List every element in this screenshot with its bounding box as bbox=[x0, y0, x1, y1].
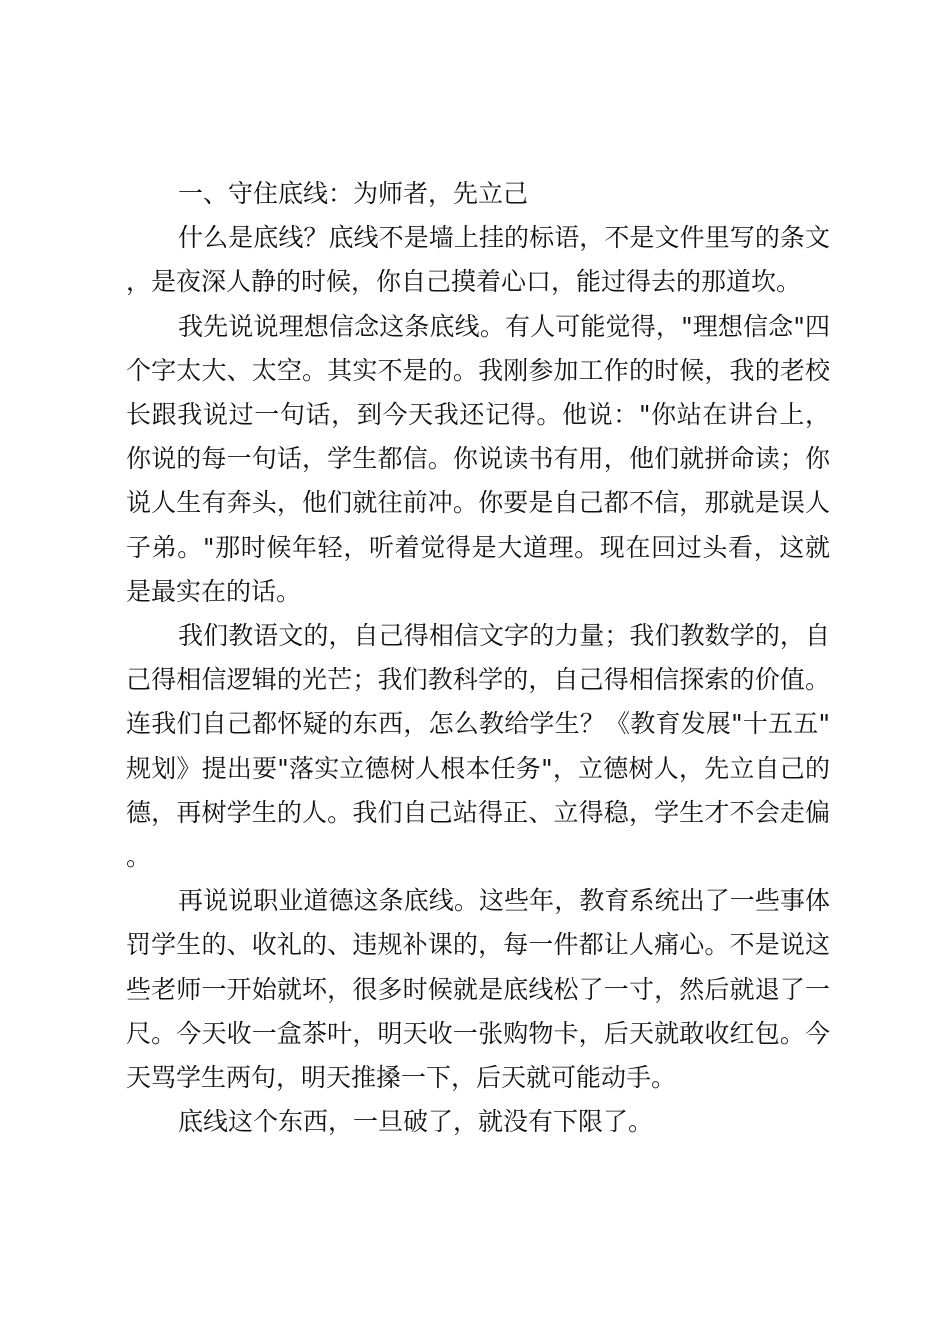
paragraph: 底线这个东西，一旦破了，就没有下限了。 bbox=[178, 1107, 654, 1137]
document-body bbox=[126, 172, 830, 1144]
paragraph: 什么是底线？底线不是墙上挂的标语，不是文件里写的条文，是夜深人静的时候，你自己摸着心口，能过得去的那道坎。 bbox=[126, 223, 830, 297]
section-heading: 一、守住底线：为师者，先立己 bbox=[178, 179, 529, 208]
paragraph: 我先说说理想信念这条底线。有人可能觉得，"理想信念"四个字太大、太空。其实不是的。我刚参加工作的时候，我的老校长跟我说过一句话，到今天我还记得。他说："你站在讲台上，你说的每一句话，学生都信。你说读书有用，他们就拼命读；你说人生有奔头，他们就往前冲。你要是自己都不信，那就是误人子弟。"那时候年轻，听着觉得是大道理。现在回过头看，这就是最实在的话。 bbox=[126, 311, 830, 606]
paragraph: 再说说职业道德这条底线。这些年，教育系统出了一些事体罚学生的、收礼的、违规补课的，每一件都让人痛心。不是说这些老师一开始就坏，很多时候就是底线松了一寸，然后就退了一尺。今天收一盒茶叶，明天收一张购物卡，后天就敢收红包。今天骂学生两句，明天推搡一下，后天就可能动手。 bbox=[126, 886, 830, 1093]
paragraph: 我们教语文的，自己得相信文字的力量；我们教数学的，自己得相信逻辑的光芒；我们教科学的，自己得相信探索的价值。连我们自己都怀疑的东西，怎么教给学生？《教育发展"十五五"规划》提出要"落实立德树人根本任务"，立德树人，先立自己的德，再树学生的人。我们自己站得正、立得稳，学生才不会走偏。 bbox=[126, 621, 830, 872]
